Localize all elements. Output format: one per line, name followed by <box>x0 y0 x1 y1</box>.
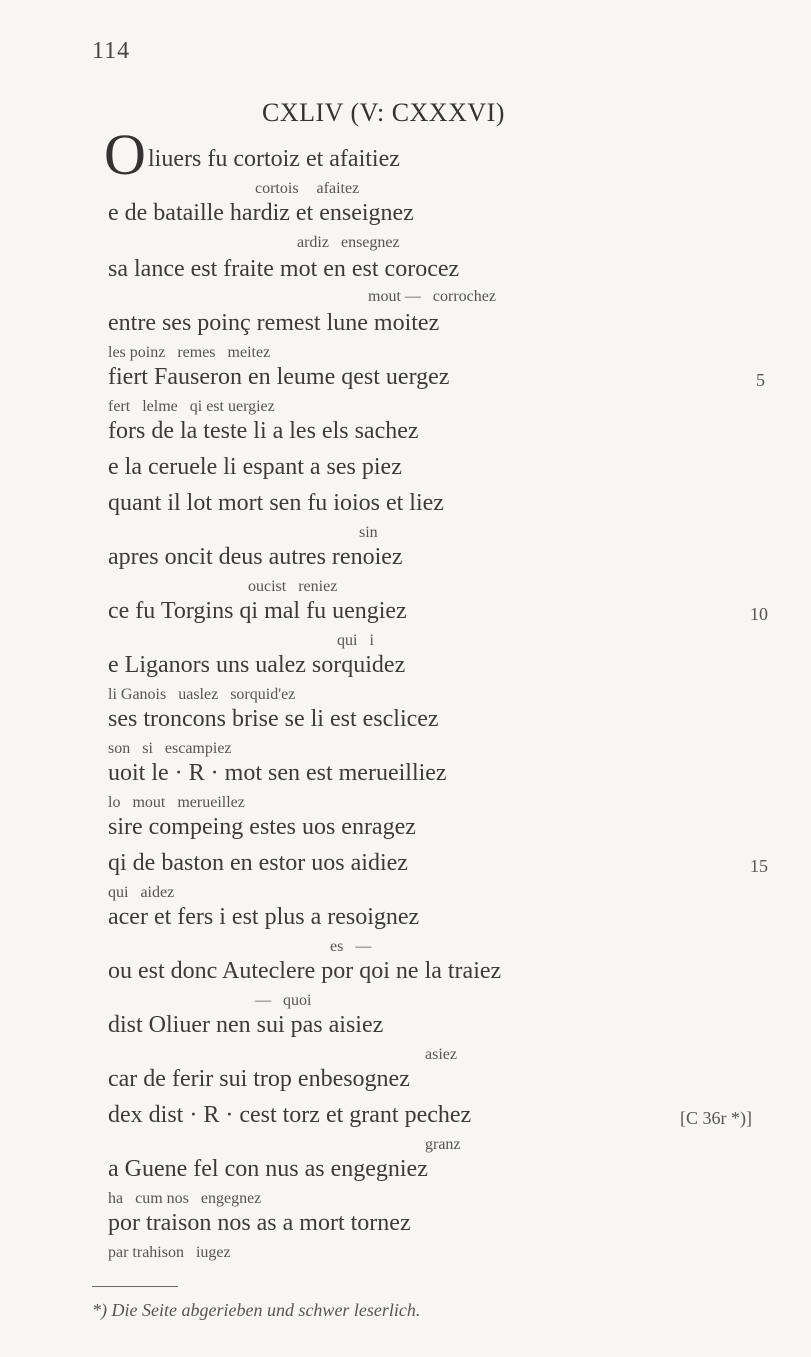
gloss-line: les poinz remes meitez <box>108 344 271 361</box>
verse-line: ce fu Torgins qi mal fu uengiez <box>108 598 407 624</box>
gloss-line: cortois afaitez <box>255 180 360 197</box>
verse-line: qi de baston en estor uos aidiez <box>108 850 408 876</box>
gloss-line: qui i <box>337 632 374 649</box>
gloss-line: asiez <box>425 1046 457 1063</box>
verse-line: acer et fers i est plus a resoignez <box>108 904 420 930</box>
verse-line: apres oncit deus autres renoiez <box>108 544 403 570</box>
verse-line: car de ferir sui trop enbesognez <box>108 1066 410 1092</box>
verse-line: a Guene fel con nus as engegniez <box>108 1156 428 1182</box>
verse-line: quant il lot mort sen fu ioios et liez <box>108 490 444 516</box>
gloss-line: es — <box>330 938 372 955</box>
verse-line: sire compeing estes uos enragez <box>108 814 416 840</box>
gloss-line: sin <box>359 524 378 541</box>
page-number: 114 <box>92 38 131 64</box>
verse-line: e la ceruele li espant a ses piez <box>108 454 402 480</box>
section-heading: CXLIV (V: CXXXVI) <box>262 98 505 127</box>
marginal-reference: [C 36r *)] <box>680 1108 752 1128</box>
drop-cap: O <box>104 122 146 187</box>
verse-line: entre ses poinç remest lune moitez <box>108 310 440 336</box>
verse-line: ou est donc Auteclere por qoi ne la traiez <box>108 958 502 984</box>
footnote: *) Die Seite abgerieben und schwer leserlich. <box>92 1300 421 1320</box>
verse-line: dist Oliuer nen sui pas aisiez <box>108 1012 384 1038</box>
gloss-line: lo mout merueillez <box>108 794 245 811</box>
line-number: 5 <box>756 370 765 390</box>
verse-line: fiert Fauseron en leume qest uergez <box>108 364 450 390</box>
gloss-line: mout — corrochez <box>368 288 496 305</box>
line-number: 15 <box>750 856 768 876</box>
footnote-rule <box>92 1286 178 1287</box>
verse-line: uoit le · R · mot sen est merueilliez <box>108 760 447 786</box>
gloss-line: son si escampiez <box>108 740 232 757</box>
verse-line: e de bataille hardiz et enseignez <box>108 200 414 226</box>
verse-line: por traison nos as a mort tornez <box>108 1210 411 1236</box>
verse-line: fors de la teste li a les els sachez <box>108 418 419 444</box>
gloss-line: fert lelme qi est uergiez <box>108 398 275 415</box>
gloss-line: li Ganois uaslez sorquid'ez <box>108 686 296 703</box>
verse-line: sa lance est fraite mot en est corocez <box>108 256 460 282</box>
gloss-line: granz <box>425 1136 461 1153</box>
gloss-line: par trahison iugez <box>108 1244 231 1261</box>
gloss-line: oucist reniez <box>248 578 338 595</box>
gloss-line: qui aidez <box>108 884 175 901</box>
verse-line: ses troncons brise se li est esclicez <box>108 706 439 732</box>
verse-line: liuers fu cortoiz et afaitiez <box>148 146 400 172</box>
verse-line: dex dist · R · cest torz et grant pechez <box>108 1102 472 1128</box>
line-number: 10 <box>750 604 768 624</box>
gloss-line: — quoi <box>255 992 312 1009</box>
gloss-line: ha cum nos engegnez <box>108 1190 262 1207</box>
verse-line: e Liganors uns ualez sorquidez <box>108 652 406 678</box>
gloss-line: ardiz ensegnez <box>297 234 400 251</box>
